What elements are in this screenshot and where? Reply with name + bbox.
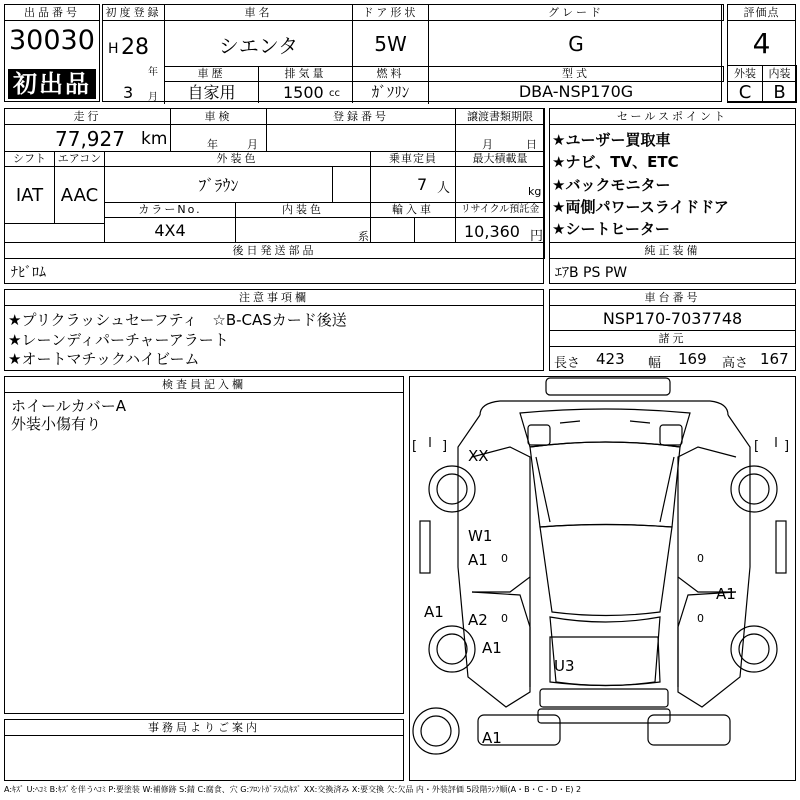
zero-mark: 0 xyxy=(697,612,704,625)
chassis-number: NSP170-7037748 xyxy=(602,308,743,328)
bracket-mark: [ xyxy=(754,439,760,454)
max-load-cell xyxy=(455,166,545,203)
inspector-notes-label: 検査員記入欄 xyxy=(5,377,403,393)
month-unit: 月 xyxy=(148,92,158,103)
later-shipment-label: 後日発送部品 xyxy=(4,242,545,259)
zero-mark: 0 xyxy=(697,552,704,565)
lot-block xyxy=(4,4,100,102)
door-type: 5W xyxy=(374,32,407,56)
interior-color-unit: 系 xyxy=(358,230,369,243)
damage-mark: A2 xyxy=(468,611,488,629)
zero-mark: 0 xyxy=(501,612,508,625)
sales-point: ★ナビ、TV、ETC xyxy=(552,153,679,171)
specs-label: 諸元 xyxy=(549,330,796,347)
displacement-unit: cc xyxy=(329,88,340,99)
exterior-color-label: 外装色 xyxy=(104,151,371,167)
notes-label: 注意事項欄 xyxy=(5,290,543,306)
later-shipment-parts: ﾅﾋﾞﾛﾑ xyxy=(11,265,46,281)
inspection-cell xyxy=(170,124,267,152)
damage-mark: W1 xyxy=(468,527,493,545)
bracket-mark: ] xyxy=(442,439,448,454)
transfer-day-unit: 日 xyxy=(526,138,537,151)
width-label: 幅 xyxy=(648,356,662,371)
interior-label: 内装 xyxy=(762,65,797,82)
era-letter: H xyxy=(108,41,119,57)
recycle-deposit-value: 10,360 xyxy=(464,222,520,241)
registration-no-cell xyxy=(266,124,456,152)
interior-color-cell xyxy=(235,217,371,243)
length-value: 423 xyxy=(596,350,625,368)
damage-mark: A1 xyxy=(468,551,488,569)
mileage-unit: km xyxy=(141,129,168,149)
damage-mark: A1 xyxy=(424,603,444,621)
import-cell-b xyxy=(414,217,456,243)
legend-footer: A:ｷｽﾞ U:ﾍｺﾐ B:ｷｽﾞを伴うﾍｺﾐ P:要塗装 W:補修跡 S:錆 C:腐食、穴 G:ﾌﾛﾝﾄｶﾞﾗｽ点ｷｽﾞ XX:交換済み X:要交換 欠:欠品 内・外装評価 5段階ﾗﾝｸ順(A・B・C・D・E) 2 xyxy=(4,785,582,794)
shift-value: IAT xyxy=(4,166,55,224)
damage-diagram xyxy=(409,376,796,781)
bracket-mark: ] xyxy=(784,439,790,454)
bracket-mark: [ xyxy=(412,439,418,454)
chassis-label: 車台番号 xyxy=(550,290,795,306)
transfer-deadline-cell xyxy=(455,124,545,152)
grade: G xyxy=(568,32,584,56)
sales-points-block xyxy=(549,108,796,284)
height-value: 167 xyxy=(760,350,789,368)
import-label: 輸入車 xyxy=(370,202,456,218)
history-label: 車歴 xyxy=(164,66,259,82)
damage-mark: XX xyxy=(468,447,489,465)
recycle-deposit-unit: 円 xyxy=(530,229,544,243)
sales-point: ★バックモニター xyxy=(552,176,671,194)
displacement-label: 排気量 xyxy=(258,66,353,82)
exterior-color: ﾌﾞﾗｳﾝ xyxy=(198,176,239,195)
sales-points-label: セールスポイント xyxy=(550,109,795,125)
damage-mark: A1 xyxy=(482,729,502,747)
note-line: ★オートマチックハイビーム xyxy=(8,350,200,368)
exterior-color-cell xyxy=(104,166,333,203)
note-line: ★プリクラッシュセーフティ ☆B-CASカード後送 xyxy=(8,311,347,329)
mileage-value: 77,927 xyxy=(55,127,125,151)
sales-point: ★両側パワースライドドア xyxy=(552,198,729,216)
damage-mark: A1 xyxy=(716,585,736,603)
aircon-label: エアコン xyxy=(54,151,105,167)
aircon-value: AAC xyxy=(54,166,105,224)
detail-block xyxy=(4,108,544,284)
color-extra-cell xyxy=(332,166,371,203)
chassis-block xyxy=(549,289,796,371)
max-load-unit: kg xyxy=(528,185,542,198)
hist-col-divider xyxy=(258,81,259,103)
office-notice-label: 事務局よりご案内 xyxy=(5,720,403,736)
factory-equipment-label: 純正装備 xyxy=(549,242,796,259)
width-value: 169 xyxy=(678,350,707,368)
model-label: 型式 xyxy=(428,66,724,82)
door-type-label: ドア形状 xyxy=(352,4,429,21)
damage-mark: U3 xyxy=(554,657,575,675)
car-history: 自家用 xyxy=(187,83,236,102)
capacity-cell xyxy=(370,166,456,203)
exterior-label: 外装 xyxy=(727,65,763,82)
color-no-label: カラーNo. xyxy=(104,202,236,218)
sales-point: ★ユーザー買取車 xyxy=(552,131,671,149)
inspection-month-unit: 月 xyxy=(247,138,258,151)
registration-year: 28 xyxy=(121,35,149,60)
year-unit: 年 xyxy=(148,67,158,78)
score-label: 評価点 xyxy=(728,5,795,21)
vehicle-info-block xyxy=(102,4,722,102)
notes-block xyxy=(4,289,544,371)
car-name: シエンタ xyxy=(218,33,299,58)
interior-color-label: 内装色 xyxy=(235,202,371,218)
inspector-note-line: ホイールカバーA xyxy=(11,397,126,415)
zero-mark: 0 xyxy=(501,552,508,565)
length-label: 長さ xyxy=(554,356,581,371)
max-load-label: 最大積載量 xyxy=(455,151,545,167)
score-value: 4 xyxy=(752,27,771,60)
damage-mark: A1 xyxy=(482,639,502,657)
import-cell-a xyxy=(370,217,415,243)
lot-label: 出品番号 xyxy=(5,5,99,21)
displacement: 1500 xyxy=(283,83,324,102)
office-notice-block xyxy=(4,719,404,781)
fuel: ｶﾞｿﾘﾝ xyxy=(371,83,410,101)
inspector-note-line: 外装小傷有り xyxy=(11,415,102,433)
recycle-deposit-cell xyxy=(455,217,545,243)
recycle-deposit-label: リサイクル預託金 xyxy=(455,202,545,218)
transfer-month-unit: 月 xyxy=(482,138,493,151)
exterior-grade: C xyxy=(727,81,763,103)
inspection-year-unit: 年 xyxy=(207,138,218,151)
lot-number: 30030 xyxy=(9,25,95,56)
registration-month: 3 xyxy=(123,83,134,102)
note-line: ★レーンディパーチャーアラート xyxy=(8,331,229,349)
fuel-label: 燃料 xyxy=(352,66,429,82)
score-block xyxy=(727,4,796,102)
capacity-label: 乗車定員 xyxy=(370,151,456,167)
car-outline xyxy=(410,377,795,780)
factory-equipment: ｴｱB PS PW xyxy=(555,265,628,281)
inspector-notes-block xyxy=(4,376,404,714)
shift-label: シフト xyxy=(4,151,55,167)
color-no: 4X4 xyxy=(104,217,236,243)
transfer-deadline-label: 譲渡書類期限 xyxy=(455,108,545,125)
mileage-label: 走行 xyxy=(4,108,171,125)
first-registration-label: 初度登録 xyxy=(102,4,165,21)
car-name-label: 車名 xyxy=(164,4,353,21)
capacity-unit: 人 xyxy=(437,181,451,196)
height-label: 高さ xyxy=(722,356,749,371)
mileage-cell xyxy=(4,124,171,152)
first-listing-badge: 初出品 xyxy=(8,69,96,99)
inspection-label: 車検 xyxy=(170,108,267,125)
model-code: DBA-NSP170G xyxy=(518,82,634,101)
grade-label: グレード xyxy=(428,4,724,21)
capacity-value: 7 xyxy=(417,175,428,194)
sales-point: ★シートヒーター xyxy=(552,220,670,238)
interior-grade: B xyxy=(762,81,797,103)
registration-no-label: 登録番号 xyxy=(266,108,456,125)
